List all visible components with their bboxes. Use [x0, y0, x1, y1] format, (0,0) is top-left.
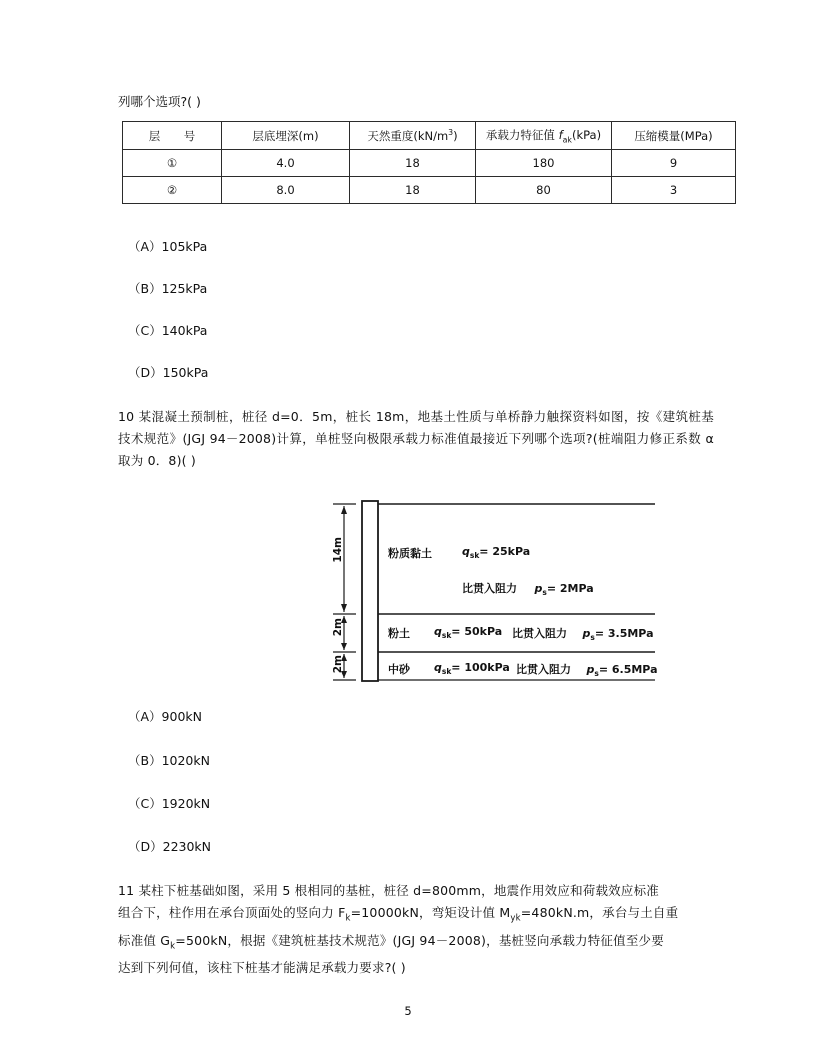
question-10-option-c: （C）1920kN: [128, 796, 211, 811]
layer-1-ps: 比贯入阻力 $p_s= 2MPa$: [462, 582, 594, 598]
column-header-layer-no: 层 号: [123, 122, 222, 150]
question-10-option-d: （D）2230kN: [128, 839, 212, 854]
layer-3-qsk: $q_{sk}= 100kPa$: [434, 661, 510, 677]
cell-layer-depth: 4.0: [222, 150, 350, 177]
arrow-head: [341, 643, 347, 650]
table-row: [123, 177, 736, 204]
soil-profile-figure: [330, 495, 690, 695]
question-11-line-2: 组合下，柱作用在承台顶面处的竖向力 $F_k=10000kN$，弯矩设计值 $M_{yk}=480kN.m$，承台与土自重: [118, 905, 679, 924]
question-9-option-d: （D）150kPa: [128, 365, 209, 380]
dimension-label-2m-lower: 2m: [332, 655, 344, 674]
cell-unit-weight: 18: [350, 150, 476, 177]
page-number: 5: [404, 1004, 412, 1018]
cell-layer-depth: 8.0: [222, 177, 350, 204]
layer-1-name: 粉质黏土: [388, 547, 432, 560]
cell-unit-weight: 18: [350, 177, 476, 204]
question-9-option-c: （C）140kPa: [128, 323, 208, 338]
column-header-layer-depth: 层底埋深(m): [222, 122, 350, 150]
question-9-option-b: （B）125kPa: [128, 281, 208, 296]
table-header-row: [123, 122, 736, 150]
dimension-label-2m-upper: 2m: [332, 618, 344, 637]
question-9-lead-text: 列哪个选项?( ): [118, 94, 201, 109]
layer-2-ps: 比贯入阻力 $p_s= 3.5MPa$: [512, 627, 654, 643]
cell-bearing-capacity: 80: [476, 177, 612, 204]
soil-parameter-table: [122, 121, 736, 204]
question-11-line-3: 标准值 $G_k=500kN$，根据《建筑桩基技术规范》(JGJ 94－2008)，基桩竖向承载力特征值至少要: [118, 932, 664, 951]
cell-bearing-capacity: 180: [476, 150, 612, 177]
question-9-option-a: （A）105kPa: [128, 239, 208, 254]
column-header-bearing-capacity: 承载力特征值 $f_{ak}(kPa)$: [476, 122, 612, 150]
layer-3-ps: 比贯入阻力 $p_s= 6.5MPa$: [516, 663, 658, 679]
arrow-head: [341, 506, 347, 514]
layer-2-name: 粉土: [388, 627, 410, 640]
column-header-compression-modulus: 压缩模量(MPa): [612, 122, 736, 150]
arrow-head: [341, 604, 347, 612]
cell-compression-modulus: 3: [612, 177, 736, 204]
pile-shape: [362, 501, 378, 681]
layer-1-qsk: $q_{sk}= 25kPa$: [462, 545, 531, 561]
question-11-text: [118, 880, 718, 979]
table-row: [123, 150, 736, 177]
layer-2-qsk: $q_{sk}= 50kPa$: [434, 625, 503, 641]
question-11-line-4: 达到下列何值，该柱下桩基才能满足承载力要求?( ): [118, 960, 406, 975]
question-11-line-1: 11 某柱下桩基础如图，采用 5 根相同的基桩，桩径 d=800mm，地震作用效应和荷载效应标准: [118, 883, 659, 898]
question-10-option-a: （A）900kN: [128, 709, 202, 724]
cell-compression-modulus: 9: [612, 150, 736, 177]
question-10-text: 10 某混凝土预制桩，桩径 d=0．5m，桩长 18m，地基土性质与单桥静力触探资料如图，按《建筑桩基技术规范》(JGJ 94－2008)计算，单桩竖向极限承载力标准值最接近下列哪个选项?(桩端阻力修正系数 α 取为 0．8)( ): [118, 409, 714, 468]
dimension-label-14m: 14m: [332, 537, 344, 563]
question-10-option-b: （B）1020kN: [128, 753, 210, 768]
column-header-unit-weight: 天然重度$(kN/m^3)$: [350, 122, 476, 150]
cell-layer-no: ①: [123, 150, 222, 177]
layer-3-name: 中砂: [388, 663, 410, 676]
cell-layer-no: ②: [123, 177, 222, 204]
